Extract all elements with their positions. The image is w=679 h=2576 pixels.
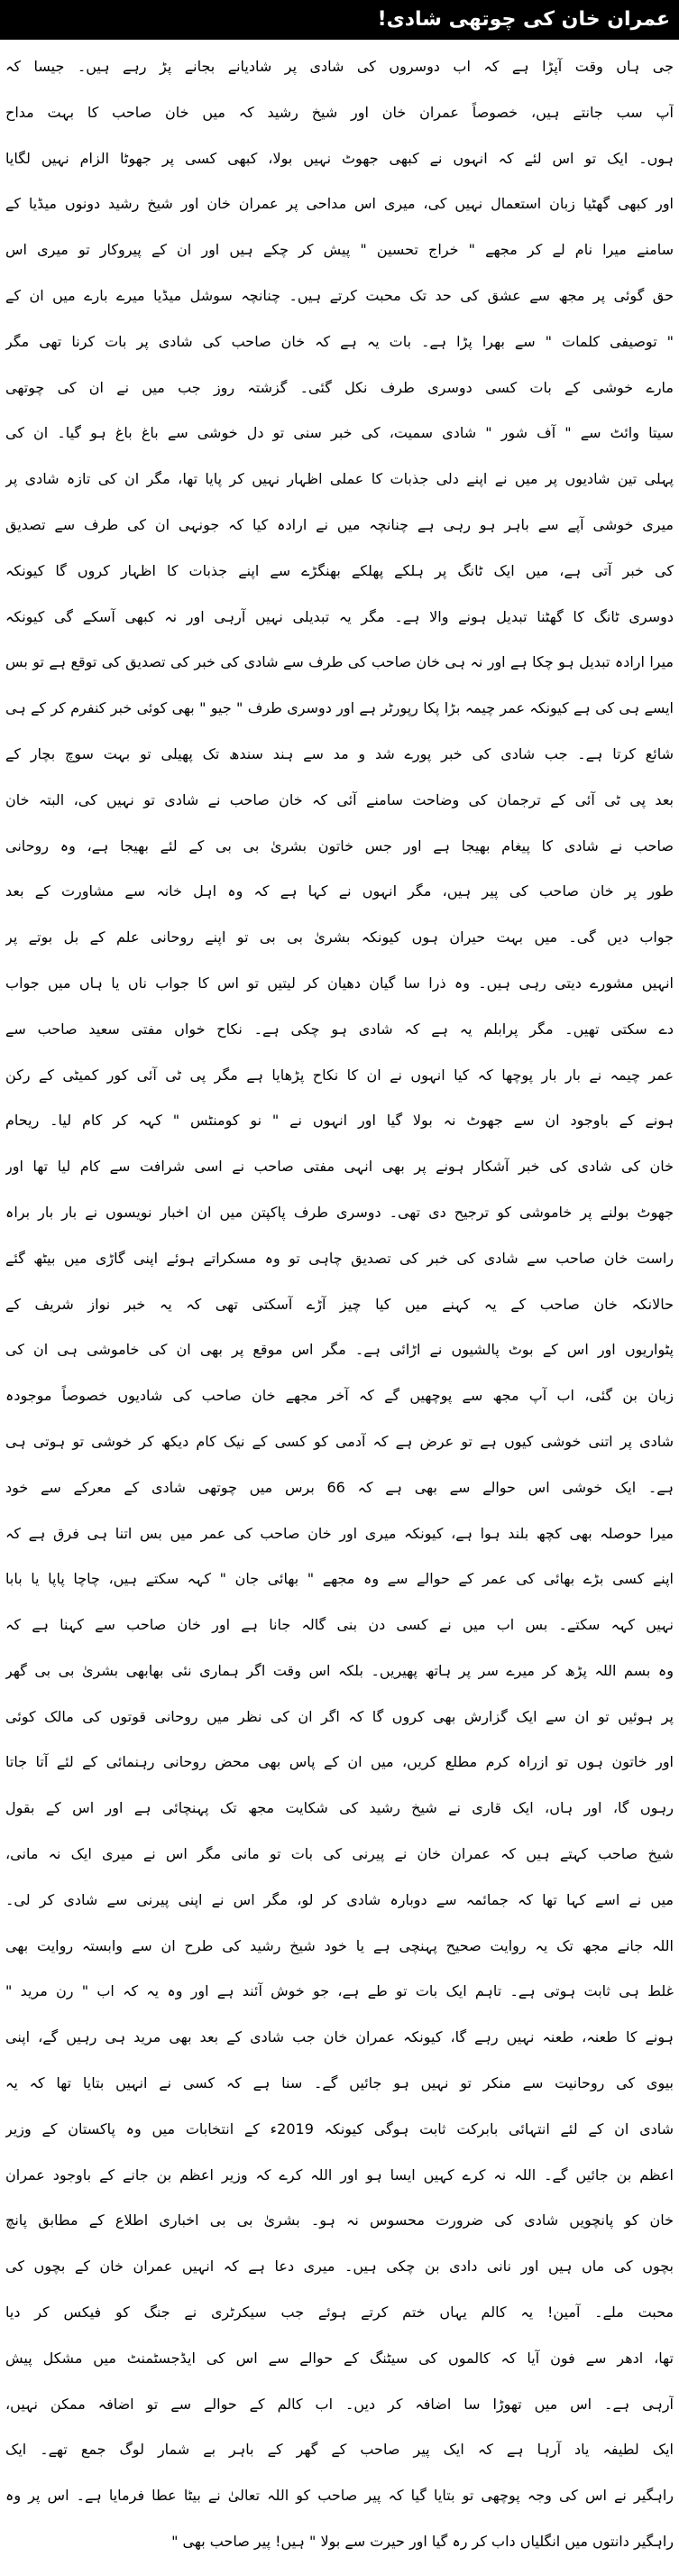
article-line: کی خبر آتی ہے، میں ایک ٹانگ پر ہلکے پھلکے بھنگڑے سے اپنے جذبات کا اظہار کروں گا کیونکہ (5, 561, 674, 579)
article-line: دے سکتی تھیں۔ مگر پرابلم یہ ہے کہ شادی ہو چکی ہے۔ نکاح خواں مفتی سعید صاحب سے (5, 1020, 674, 1038)
article-line: میرا حوصلہ بھی کچھ بلند ہوا ہے، کیونکہ میری اور خان صاحب کی عمر میں بس اتنا ہی فرق ہے کہ (5, 1524, 674, 1542)
article-line: " توصیفی کلمات " سے بھرا پڑا ہے۔ بات یہ ہے کہ خان صاحب کی شادی پر بات کرنا تھی مگر (5, 332, 674, 350)
article-line: شادی ان کے لئے انتہائی بابرکت ثابت ہوگی کیونکہ 2019ء کے انتخابات میں وہ پاکستان کے وزیر (5, 2119, 674, 2137)
article-line: ایک لطیفہ یاد آرہا ہے کہ ایک پیر صاحب کے گھر کے باہر بے شمار لوگ جمع تھے۔ ایک (5, 2441, 674, 2459)
article-line: ہونے کے باوجود ان سے جھوٹ نہ بولا گیا اور انہوں نے " نو کومنٹس " کہہ کر کام لیا۔ ریحام (5, 1112, 674, 1130)
article-line: اللہ جانے مجھ تک یہ روایت صحیح پہنچی ہے یا خود شیخ رشید کی طرح ان سے وابستہ روایت بھی (5, 1936, 674, 1954)
article-line: راہگیر نے اس کی وجہ پوچھی تو بتایا گیا کہ پیر صاحب کو اللہ تعالیٰ نے بیٹا عطا فرمایا ہے۔ اس پر وہ (5, 2487, 674, 2505)
article-line: بچوں کی ماں ہیں اور نانی دادی بن چکی ہیں۔ میری دعا ہے کہ انہیں عمران خان کے بچوں کی (5, 2257, 674, 2276)
article-line: وہ بسم اللہ پڑھ کر میرے سر پر ہاتھ پھیریں۔ بلکہ اس وقت اگر ہماری نئی بھابھی بشریٰ بی بی گھر (5, 1661, 674, 1679)
article-line: شیخ صاحب کہتے ہیں کہ عمران خان نے پیرنی کی بات تو مانی مگر اس نے میری ایک نہ مانی، (5, 1845, 674, 1863)
article-line: آرہی ہے۔ اس میں تھوڑا سا اضافہ کر دیں۔ اب کالم کے حوالے سے تو اضافہ ممکن نہیں، (5, 2395, 674, 2413)
article-line: خان کی شادی کی خبر آشکار ہونے پر بھی انہی مفتی صاحب نے اسی شرافت سے کام لیا تھا اور (5, 1158, 674, 1176)
article-line: نہیں کہہ سکتے۔ بس اب میں نے کسی دن بنی گالہ جانا ہے اور خان صاحب سے کہنا ہے کہ (5, 1616, 674, 1634)
article-line: طور پر خان صاحب کی پیر ہیں، مگر انہوں نے کہا ہے کہ وہ اہل خانہ سے مشاورت کے بعد (5, 882, 674, 900)
article-line: تھا، ادھر سے فون آیا کہ کالموں کی سیٹنگ کے حوالے سے اس کی ایڈجسٹمنٹ میں مشکل پیش (5, 2349, 674, 2367)
article-line: پر ہوئیں تو ان سے ایک گزارش بھی کروں گا کہ اگر ان کی نظر میں روحانی قوتوں کی مالک کوئی (5, 1707, 674, 1725)
article-line: جواب دیں گی۔ میں بہت حیران ہوں کیونکہ بشریٰ بی بی تو اپنے روحانی علم کے بل بوتے پر (5, 928, 674, 946)
article-line: شائع کرتا ہے۔ جب شادی کی خبر پورے شد و مد سے ہند سندھ تک پھیلی تو بہت سوچ بچار کے (5, 744, 674, 762)
headline: عمران خان کی چوتھی شادی! (377, 8, 670, 31)
article-line: اور خاتون ہوں تو ازراہ کرم مطلع کریں، میں ان کے پاس بھی محض روحانی رہنمائی کے لئے آتا جاتا (5, 1753, 674, 1771)
article-line: راہگیر دانتوں میں انگلیاں داب کر رہ گیا اور حیرت سے بولا " ہیں! پیر صاحب بھی " (171, 2533, 674, 2551)
article-line: رہوں گا، اور ہاں، ایک قاری نے شیخ رشید کی شکایت مجھ تک پہنچائی ہے اور اس کے بقول (5, 1799, 674, 1817)
article-line: غلط ہی ثابت ہوتی ہے۔ تاہم ایک بات تو طے ہے، جو خوش آئند ہے اور وہ یہ کہ اب " رن مرید " (5, 1982, 674, 2000)
article-line: پہلی تین شادیوں پر میں نے اپنے دلی جذبات کا عملی اظہار نہیں کر پایا تھا، مگر ان کی تازہ شادی پر (5, 470, 674, 488)
headline-bar (0, 0, 679, 40)
article-line: ہونے کا طعنہ، طعنہ نہیں رہے گا، کیونکہ عمران خان جب شادی کے بعد بھی مرید ہی رہیں گے، اپنی (5, 2028, 674, 2046)
article-line: سیتا وائٹ سے " آف شور " شادی سمیت، کی خبر سنی تو دل خوشی سے باغ باغ ہو گیا۔ ان کی (5, 424, 674, 442)
article-line: مارے خوشی کے بات کسی دوسری طرف نکل گئی۔ گزشتہ روز جب میں نے ان کی چوتھی (5, 378, 674, 396)
article-line: حق گوئی پر مجھ سے عشق کی حد تک محبت کرتے ہیں۔ چنانچہ سوشل میڈیا میرے بارے میں ان کے (5, 286, 674, 304)
article-line: اعظم بن جائیں گے۔ اللہ نہ کرے کہیں ایسا ہو اور اللہ کرے کہ وزیر اعظم بن جانے کے باوجود عمران (5, 2165, 674, 2184)
article-line: پٹواریوں اور اس کے بوٹ پالشیوں نے اڑائی ہے۔ مگر اس موقع پر بھی ان کی خاموشی ہی ان کی (5, 1341, 674, 1359)
article-line: سامنے میرا نام لے کر مجھے " خراج تحسین " پیش کر چکے ہیں اور ان کے پیروکار تو میری اس (5, 241, 674, 259)
article-line: آپ سب جانتے ہیں، خصوصاً عمران خان اور شیخ رشید کہ میں خان صاحب کا بہت مداح (5, 103, 674, 121)
article-line: محبت ملے۔ آمین! یہ کالم یہاں ختم کرتے ہوئے جب سیکرٹری نے جنگ کو فیکس کر دیا (5, 2304, 674, 2322)
article-line: میرا ارادہ تبدیل ہو چکا ہے اور نہ ہی خان صاحب کی طرف سے شادی کی خبر کی تصدیق کی توقع ہے تو بس (5, 653, 674, 671)
article-line: راست خان صاحب سے شادی کی خبر کی تصدیق چاہی تو وہ مسکراتے ہوئے اپنی گاڑی میں بیٹھ گئے (5, 1249, 674, 1267)
article-body (5, 44, 674, 2571)
article-line: خان کو پانچویں شادی کی ضرورت محسوس نہ ہو۔ بشریٰ بی بی اخباری اطلاع کے مطابق پانچ (5, 2211, 674, 2230)
article-line: جھوٹ بولنے پر خاموشی کو ترجیح دی تھی۔ دوسری طرف پاکپتن میں ان اخبار نویسوں نے بار بار براہ (5, 1203, 674, 1221)
article-line: میں نے اسے کہا تھا کہ جمائمہ سے دوبارہ شادی کر لو، مگر اس نے اپنی پیرنی سے شادی کر لی۔ (5, 1890, 674, 1908)
article-line: انہیں مشورے دیتی رہی ہیں۔ وہ ذرا سا گیان دھیان کر لیتیں تو اس کا جواب ناں یا ہاں میں جواب (5, 974, 674, 992)
article-line: شادی پر اتنی خوشی کیوں ہے تو عرض ہے کہ آدمی کو کسی کے نیک کام دیکھ کر خوشی تو ہوتی ہی (5, 1432, 674, 1450)
article-line: ہے۔ ایک خوشی اس حوالے سے بھی ہے کہ 66 برس میں چوتھی شادی کے معرکے سے خود (5, 1478, 674, 1496)
article-line: اور کبھی گھٹیا زبان استعمال نہیں کی، میری اس مداحی پر عمران خان اور شیخ رشید دونوں میڈیا کے (5, 195, 674, 213)
article-line: دوسری ٹانگ کا گھٹنا تبدیل ہونے والا ہے۔ مگر یہ تبدیلی نہیں آرہی اور نہ کبھی آسکے گی کیونکہ (5, 607, 674, 625)
article-line: صاحب نے شادی کا پیغام بھیجا ہے اور جس خاتون بشریٰ بی بی کے لئے بھیجا ہے، وہ روحانی (5, 836, 674, 854)
article-line: اپنے کسی بڑے بھائی کی عمر کے حوالے سے وہ مجھے " بھائی جان " کہہ سکتے ہیں، چاچا پاپا یا بابا (5, 1570, 674, 1588)
article-line: ہوں۔ ایک تو اس لئے کہ انہوں نے کبھی جھوٹ نہیں بولا، کبھی کسی پر جھوٹا الزام نہیں لگایا (5, 149, 674, 167)
article-line: جی ہاں وقت آپڑا ہے کہ اب دوسروں کی شادی پر شادیانے بجانے پڑ رہے ہیں۔ جیسا کہ (5, 58, 674, 75)
article-line: عمر چیمہ نے بار بار پوچھا کہ کیا انہوں نے ان کا نکاح پڑھایا ہے مگر پی ٹی آئی کور کمیٹی کے رکن (5, 1066, 674, 1084)
article-line: ایسے ہی کی ہے کیونکہ عمر چیمہ بڑا پکا رپورٹر ہے اور دوسری طرف " جیو " بھی کوئی خبر کنفرم کر کے ہی (5, 699, 674, 717)
article-line: زبان بن گئی، اب آپ مجھ سے پوچھیں گے کہ آخر مجھے خان صاحب کی شادیوں خصوصاً موجودہ (5, 1387, 674, 1405)
article-line: حالانکہ خان صاحب کے یہ کہنے میں کیا چیز آڑے آسکتی تھی کہ یہ خبر نواز شریف کے (5, 1295, 674, 1313)
article-line: بعد پی ٹی آئی کے ترجمان کی وضاحت سامنے آئی کہ خان صاحب نے شادی تو نہیں کی، البتہ خان (5, 790, 674, 808)
article-line: میری خوشی آپے سے باہر ہو رہی ہے چنانچہ میں نے ارادہ کیا کہ جونہی ان کی طرف سے تصدیق (5, 515, 674, 533)
article-line: بیوی کی روحانیت سے منکر تو نہیں ہو جائیں گے۔ سنا ہے کہ کسی نے انہیں بتایا تھا کہ یہ (5, 2074, 674, 2092)
